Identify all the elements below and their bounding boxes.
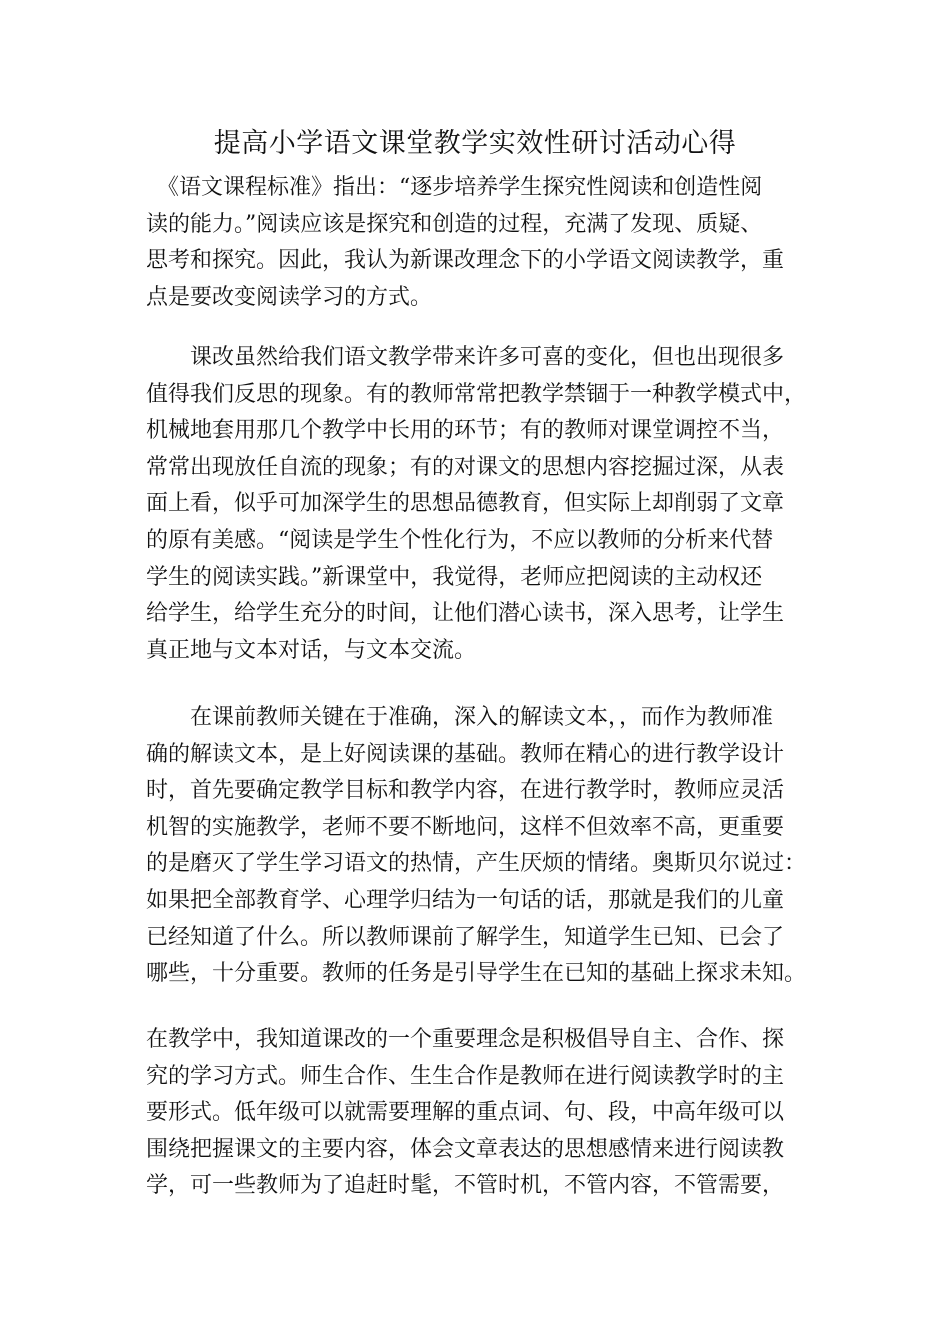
text-line: 点是要改变阅读学习的方式。: [146, 284, 433, 310]
text-line: 学，可一些教师为了追赶时髦，不管时机，不管内容，不管需要，: [146, 1173, 785, 1199]
text-line: 如果把全部教育学、心理学归结为一句话的话，那就是我们的儿童: [146, 887, 785, 913]
text-line: 常常出现放任自流的现象；有的对课文的思想内容挖掘过深，从表: [146, 454, 785, 480]
text-line: 给学生，给学生充分的时间，让他们潜心读书，深入思考，让学生: [146, 601, 785, 627]
paragraph-4: [146, 1022, 784, 1205]
text-line: 时，首先要确定教学目标和教学内容，在进行教学时，教师应灵活: [146, 778, 785, 804]
text-line: 值得我们反思的现象。有的教师常常把教学禁锢于一种教学模式中，: [146, 381, 807, 407]
text-line: 思考和探究。因此，我认为新课改理念下的小学语文阅读教学，重: [146, 248, 785, 274]
text-line: 真正地与文本对话，与文本交流。: [146, 637, 477, 663]
text-line: 在教学中，我知道课改的一个重要理念是积极倡导自主、合作、探: [146, 1027, 785, 1052]
paragraph-1: [146, 170, 784, 316]
text-line: 已经知道了什么。所以教师课前了解学生，知道学生已知、已会了: [146, 924, 785, 950]
text-line: 读的能力。”阅读应该是探究和创造的过程，充满了发现、质疑、: [146, 211, 763, 237]
text-line: 围绕把握课文的主要内容，体会文章表达的思想感情来进行阅读教: [146, 1136, 785, 1162]
text-line: 课改虽然给我们语文教学带来许多可喜的变化，但也出现很多: [146, 345, 785, 370]
text-line: 学生的阅读实践。”新课堂中，我觉得，老师应把阅读的主动权还: [146, 564, 763, 590]
text-line: 在课前教师关键在于准确，深入的解读文本，，而作为教师准: [146, 705, 774, 730]
text-line: 《语文课程标准》指出：“逐步培养学生探究性阅读和创造性阅: [146, 175, 763, 200]
paragraph-3: [146, 700, 806, 993]
text-line: 确的解读文本，是上好阅读课的基础。教师在精心的进行教学设计: [146, 741, 785, 767]
text-line: 面上看，似乎可加深学生的思想品德教育，但实际上却削弱了文章: [146, 491, 785, 517]
text-line: 机械地套用那几个教学中长用的环节；有的教师对课堂调控不当，: [146, 418, 785, 444]
text-line: 究的学习方式。师生合作、生生合作是教师在进行阅读教学时的主: [146, 1063, 785, 1089]
text-line: 哪些，十分重要。教师的任务是引导学生在已知的基础上探求未知。: [146, 961, 807, 987]
paragraph-2: [146, 340, 806, 669]
text-line: 机智的实施教学，老师不要不断地问，这样不但效率不高，更重要: [146, 814, 785, 840]
text-line: 要形式。低年级可以就需要理解的重点词、句、段，中高年级可以: [146, 1100, 785, 1126]
text-line: 的是磨灭了学生学习语文的热情，产生厌烦的情绪。奥斯贝尔说过：: [146, 851, 807, 877]
text-line: 的原有美感。“阅读是学生个性化行为，不应以教师的分析来代替: [146, 527, 774, 553]
document-title: 提高小学语文课堂教学实效性研讨活动心得: [213, 128, 737, 159]
